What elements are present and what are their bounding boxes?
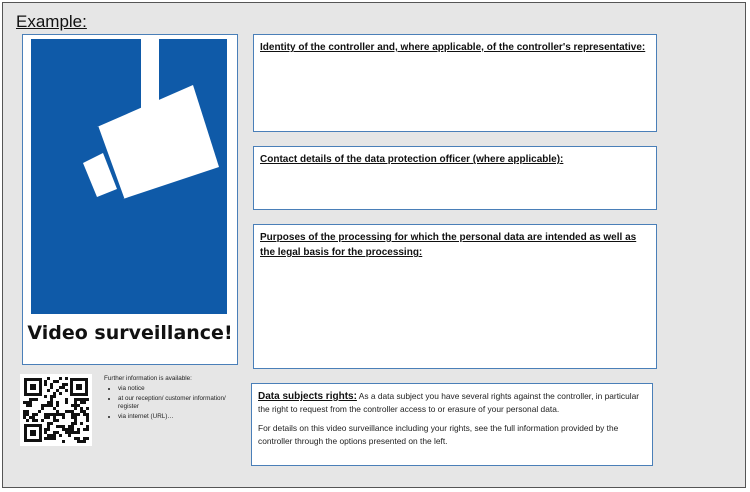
controller-identity-heading: Identity of the controller and, where applicable, of the controller's representative: [260, 42, 646, 53]
sign-title: Video surveillance! [27, 322, 233, 344]
further-information-item: • at our reception/ customer information/ register [118, 395, 244, 412]
qr-code-graphic [20, 374, 92, 446]
video-camera-icon [31, 39, 227, 314]
further-information-item: • via internet (URL)… [118, 413, 244, 421]
rights-paragraph-1 [252, 384, 652, 416]
further-information-item: • via notice [118, 385, 244, 393]
further-information-list [104, 385, 244, 421]
further-information-intro: Further information is available: [104, 375, 192, 382]
rights-heading: Data subjects rights: [258, 391, 357, 402]
rights-paragraph-2: For details on this video surveillance including your rights, see the full information provided by the controller through the options presented on the left. [258, 423, 619, 446]
controller-identity-box [253, 34, 657, 132]
data-subject-rights-box [251, 383, 653, 466]
example-label: Example: [16, 12, 87, 31]
sign-background [31, 39, 227, 314]
rights-text-1: As a data subject you have several rights against the controller, in particular the right to request from the controller access to or erasure of your personal data. [258, 391, 640, 414]
purposes-box [253, 224, 657, 369]
purposes-heading: Purposes of the processing for which the personal data are intended as well as the legal basis for the processing: [260, 232, 637, 258]
dpo-contact-box [253, 146, 657, 210]
video-surveillance-sign [22, 34, 238, 365]
dpo-contact-heading: Contact details of the data protection officer (where applicable): [260, 154, 564, 165]
qr-code-icon[interactable] [20, 374, 92, 446]
further-information [104, 375, 244, 422]
